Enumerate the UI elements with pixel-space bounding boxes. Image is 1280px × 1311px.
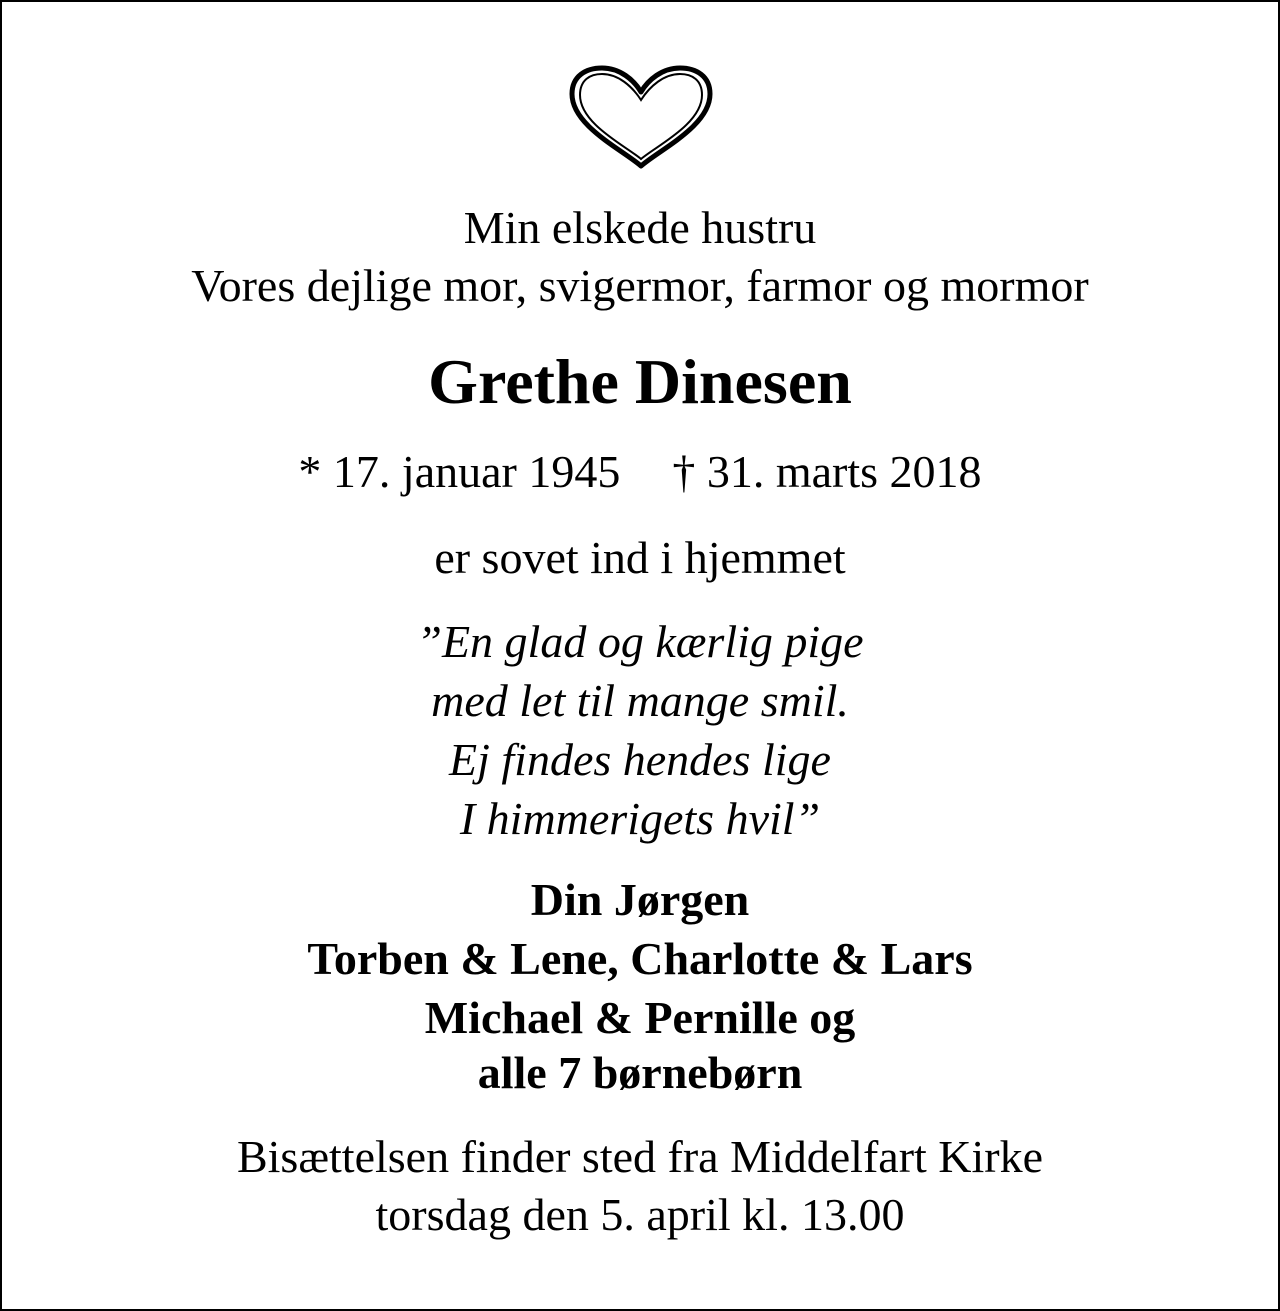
deceased-name: Grethe Dinesen: [428, 346, 852, 417]
heart-outline-icon: [568, 64, 714, 170]
intro-line-2: Vores dejlige mor, svigermor, farmor og mormor: [191, 260, 1089, 311]
family-line-4: alle 7 børnebørn: [477, 1047, 803, 1098]
death-date: † 31. marts 2018: [672, 446, 982, 497]
verse-line-3: Ej findes hendes lige: [449, 734, 831, 785]
life-dates: [0, 444, 1280, 500]
service-line-2: torsdag den 5. april kl. 13.00: [375, 1189, 905, 1240]
family-line-1: Din Jørgen: [530, 874, 750, 925]
verse-line-1: ”En glad og kærlig pige: [416, 616, 864, 667]
intro-line-1: Min elskede hustru: [463, 202, 817, 253]
passing-note: er sovet ind i hjemmet: [434, 532, 846, 583]
family-line-2: Torben & Lene, Charlotte & Lars: [307, 933, 973, 984]
birth-date: * 17. januar 1945: [298, 446, 621, 497]
service-line-1: Bisættelsen finder sted fra Middelfart Kirke: [236, 1131, 1044, 1182]
family-line-3: Michael & Pernille og: [424, 992, 856, 1043]
verse-line-2: med let til mange smil.: [431, 675, 849, 726]
verse-line-4: I himmerigets hvil”: [459, 793, 821, 844]
